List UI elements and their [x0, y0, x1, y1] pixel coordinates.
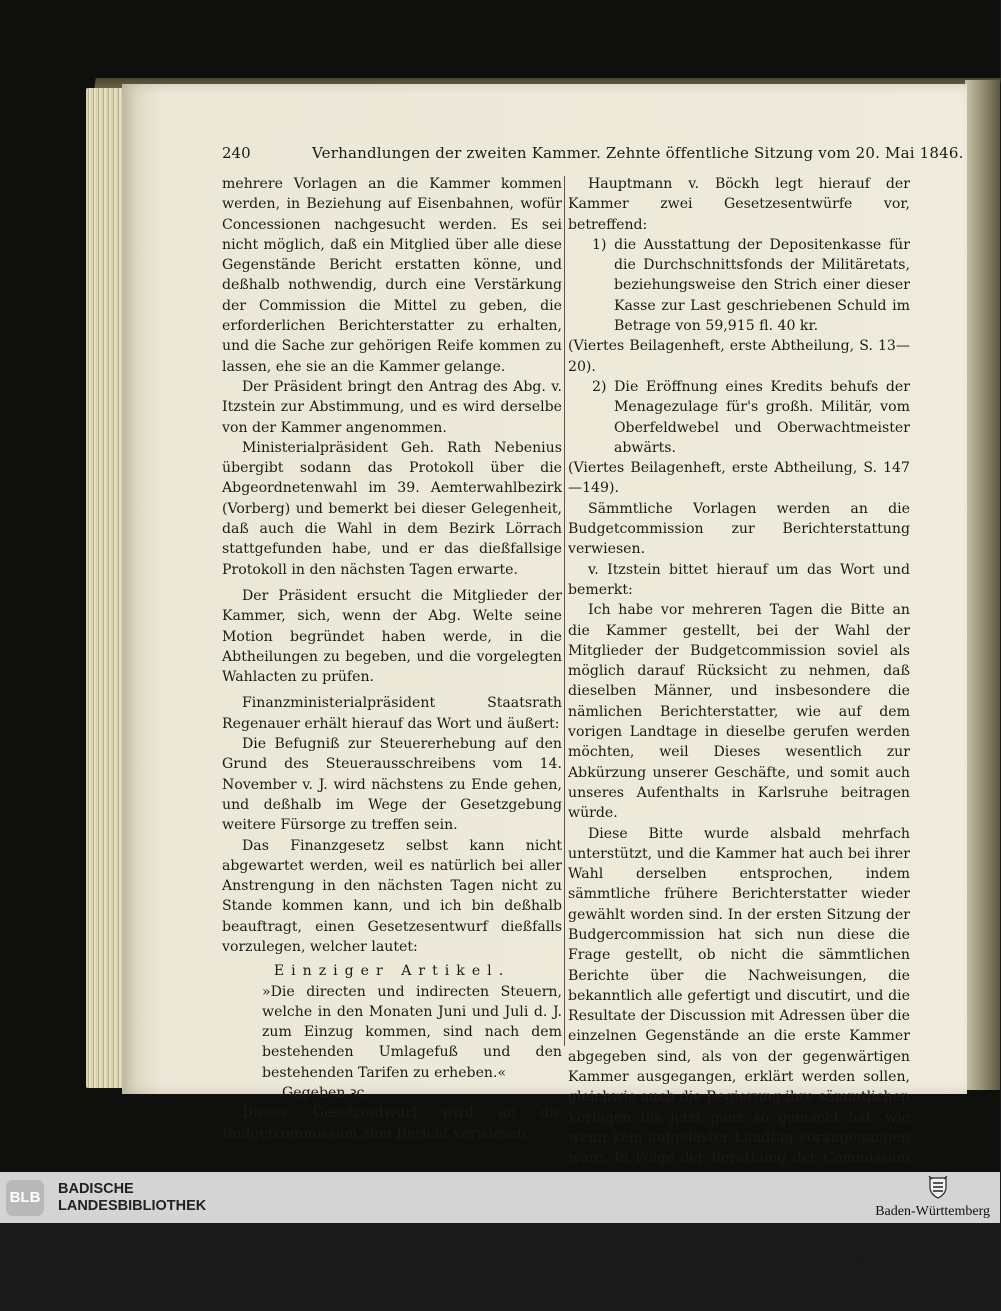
- article-text: »Die directen und indirecten Steuern, welche in den Monaten Juni und Juli d. J. zum Einzug kommen, sind nach dem bestehenden Umlagefuß und den bestehenden Tarifen zu erheben.«: [262, 983, 562, 1081]
- right-column: [568, 174, 910, 1311]
- library-name-line2: LANDESBIBLIOTHEK: [58, 1198, 207, 1214]
- reference: (Viertes Beilagenheft, erste Abtheilung, S. 13—20).: [568, 338, 910, 375]
- coat-of-arms-icon: [925, 1174, 951, 1200]
- paragraph: mehrere Vorlagen an die Kammer kommen werden, in Beziehung auf Eisenbahnen, wofür Concessionen nachgesucht werden. Es sei nicht möglich, daß ein Mitglied über alle diese Gegenstände Bericht erstatten könne, und deßhalb nothwendig, durch eine Verstärkung der Commission die Mittel zu geben, die erforderlichen Berichterstatter zu erhalten, und die Sache zur gehörigen Reife kommen zu lassen, ehe sie an die Kammer gelange.: [222, 176, 562, 375]
- library-name[interactable]: [58, 1181, 206, 1215]
- blb-logo[interactable]: BLB: [6, 1180, 44, 1216]
- paragraph: Der Präsident ersucht die Mitglieder der Kammer, sich, wenn der Abg. Welte seine Motion begründet haben werde, in die Abtheilungen zu begeben, und die vorgelegten Wahlacten zu prüfen.: [222, 587, 562, 686]
- paragraph: Hauptmann v. Böckh legt hierauf der Kammer zwei Gesetzesentwürfe vor, betreffend:: [568, 176, 910, 233]
- state-name: Baden-Württemberg: [875, 1204, 990, 1219]
- list-item: 2) Die Eröffnung eines Kredits behufs der Menagezulage für's großh. Militär, vom Oberfeldwebel und Oberwachtmeister abwärts.: [592, 378, 910, 456]
- library-name-line1: BADISCHE: [58, 1181, 134, 1197]
- paragraph: Sämmtliche Vorlagen werden an die Budgetcommission zur Berichterstattung verwiesen.: [568, 500, 910, 558]
- paragraph: Diese Bitte wurde alsbald mehrfach unterstützt, und die Kammer hat auch bei ihrer Wahl derselben entsprochen, indem sämmtliche frühere Berichterstatter wieder gewählt worden sind. In der ersten Sitzung der Budgercommission hat sich nun diese die Frage gestellt, ob nicht die sämmtlichen Berichte über die Nachweisungen, die bekanntlich alle gefertigt und discutirt, und die Resultate der Discussion mit Adressen über die einzelnen Gegenstände an die erste Kammer abgegeben sind, als von der gegenwärtigen Kammer ausgegangen, erklärt werden sollen, gleichwie auch die Regierung ihre sämmtlichen Vorlagen bis jetzt ganz so gemacht hat, wie wenn kein aufgelöster Landtag vorangegangen wäre. In Folge der Berathung der Commission den Bericht des Abg. Hecker über das Staatsministerium, zwei Berichte desselben über das Ministerium des großh. Hauses und der auswärtigen Ange-: [568, 825, 910, 1309]
- page-edges: [86, 88, 126, 1088]
- article-heading: Einziger Artikel.: [273, 963, 511, 980]
- paragraph: Ich habe vor mehreren Tagen die Bitte an die Kammer gestellt, bei der Wahl der Mitglieder der Budgetcommission soviel als möglich darauf Rücksicht zu nehmen, daß dieselben Männer, und insbesondere die nämlichen Berichterstatter, wie auf dem vorigen Landtage in dieselbe gerufen werden möchten, weil Dieses wesentlich zur Abkürzung unserer Geschäfte, und somit auch unseres Aufenthalts in Karlsruhe beitragen würde.: [568, 602, 910, 822]
- list-item: 1) die Ausstattung der Depositenkasse für die Durchschnittsfonds der Militäretats, beziehungsweise den Strich einer dieser Kasse zur Last geschriebenen Schuld im Betrage von 59,915 fl. 40 kr.: [592, 236, 910, 335]
- paragraph: Das Finanzgesetz selbst kann nicht abgewartet werden, weil es natürlich bei aller Anstrengung in den nächsten Tagen nicht zu Stande kommen kann, und ich bin deßhalb beauftragt, einen Gesetzesentwurf dießfalls vorzulegen, welcher lautet:: [222, 837, 562, 955]
- paragraph: Dieser Gesetzentwurf wird an die Budgetcommission zum Bericht verwiesen.: [222, 1105, 562, 1142]
- paragraph: Ministerialpräsident Geh. Rath Nebenius übergibt sodann das Protokoll über die Abgeordnetenwahl im 39. Aemterwahlbezirk (Vorberg) und bemerkt bei dieser Gelegenheit, daß auch die Wahl in dem Bezirk Lörrach stattgefunden habe, und er das dießfallsige Protokoll in den nächsten Tagen erwarte.: [222, 439, 562, 578]
- paragraph: Finanzministerialpräsident Staatsrath Regenauer erhält hierauf das Wort und äußert:: [222, 695, 562, 732]
- book-cover-spine: [965, 80, 1000, 1090]
- left-column: [222, 174, 562, 1144]
- running-header: [222, 144, 964, 166]
- paragraph: Der Präsident bringt den Antrag des Abg. v. Itzstein zur Abstimmung, und es wird derselbe von der Kammer angenommen.: [222, 378, 562, 436]
- paragraph: Die Befugniß zur Steuererhebung auf den Grund des Steuerausschreibens vom 14. November v. J. wird nächstens zu Ende gehen, und deßhalb im Wege der Gesetzgebung weitere Fürsorge zu treffen sein.: [222, 736, 562, 834]
- reference: (Viertes Beilagenheft, erste Abtheilung, S. 147—149).: [568, 460, 910, 497]
- given-line: Gegeben ꝛc.: [282, 1085, 369, 1102]
- column-divider: [564, 176, 565, 1046]
- library-footer: [0, 1172, 1000, 1223]
- paragraph: v. Itzstein bittet hierauf um das Wort und bemerkt:: [568, 561, 910, 598]
- running-title: Verhandlungen der zweiten Kammer. Zehnte öffentliche Sitzung vom 20. Mai 1846.: [312, 144, 964, 162]
- page-number: 240: [222, 144, 251, 162]
